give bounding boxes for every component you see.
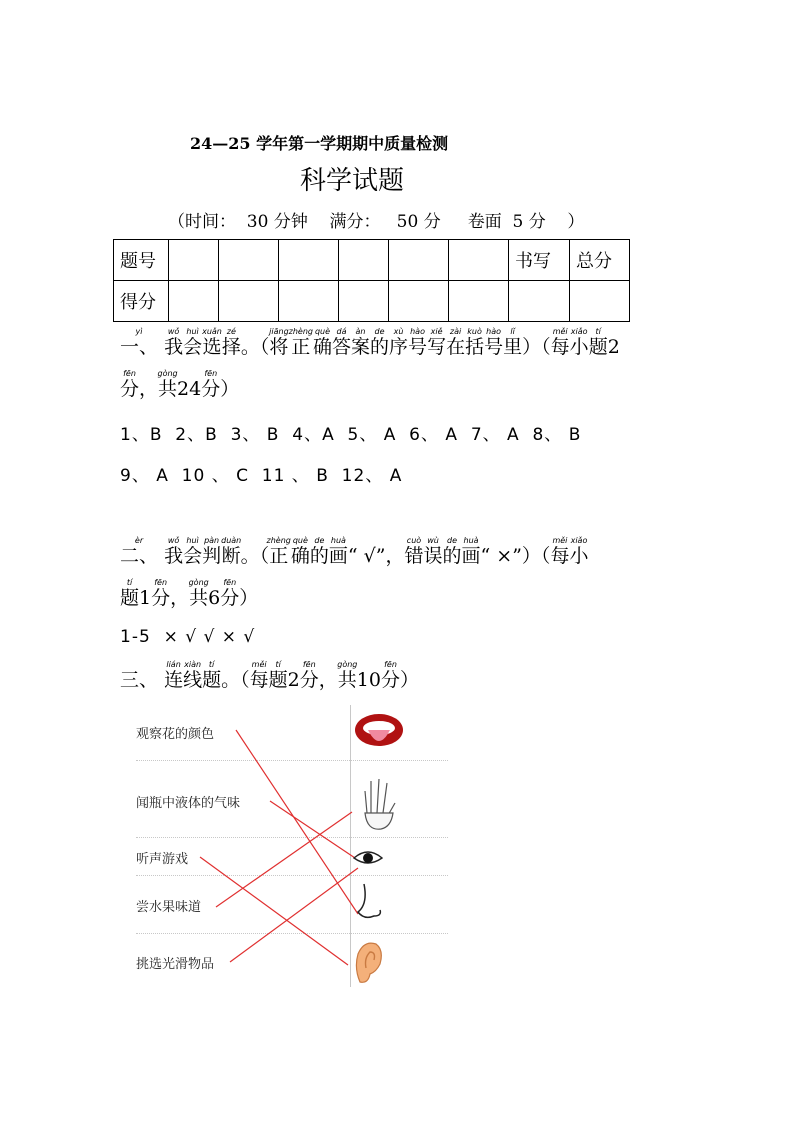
section1-heading-cont: 分fēn，共gòng24分fēn）: [120, 369, 240, 400]
exam-meta: （时间： 30 分钟 满分： 50 分 卷面 5 分 ）: [168, 212, 585, 232]
row1-label: 题号: [114, 240, 169, 281]
score-cell[interactable]: [339, 281, 389, 322]
score-cell[interactable]: [389, 281, 449, 322]
match-left-item: 观察花的颜色: [136, 727, 215, 742]
match-line: [270, 801, 358, 860]
score-cell[interactable]: [219, 281, 279, 322]
answers2: 1-5 × √ √ × √: [120, 627, 256, 647]
score-table-row-question: [114, 240, 630, 281]
score-cell[interactable]: [339, 240, 389, 281]
score-cell[interactable]: [449, 240, 509, 281]
writing-label: 书写: [509, 240, 570, 281]
score-cell[interactable]: [509, 281, 570, 322]
score-cell[interactable]: [389, 240, 449, 281]
total-label: 总分: [570, 240, 630, 281]
match-left-item: 挑选光滑物品: [136, 957, 215, 972]
subject-title: 科学试题: [300, 166, 405, 196]
section2-heading-cont: 题tí1分fēn，共gòng6分fēn）: [120, 578, 259, 609]
mouth-icon: [355, 714, 403, 746]
ear-icon: [356, 943, 381, 982]
match-line: [230, 868, 358, 962]
score-cell[interactable]: [279, 240, 339, 281]
match-left-item: 听声游戏: [136, 852, 189, 867]
match-line: [216, 812, 352, 907]
exam-title: 24—25 学年第一学期期中质量检测: [190, 134, 449, 153]
match-left-item: 闻瓶中液体的气味: [136, 796, 241, 811]
score-cell[interactable]: [449, 281, 509, 322]
answers1-line1: 1、B 2、B 3、 B 4、A 5、 A 6、 A 7、 A 8、 B: [120, 425, 582, 445]
score-cell[interactable]: [169, 240, 219, 281]
answers1-line2: 9、 A 10 、 C 11 、 B 12、 A: [120, 466, 403, 486]
matching-exercise: [120, 700, 460, 990]
match-line: [200, 857, 348, 965]
section-number: 一、yì: [120, 327, 159, 358]
section1-heading: 一、yì 我wǒ会huì选xuǎn择zé。（将jiāng正zhèng确què答dá案àn的de序xù号hào写xiě在zài括kuò号hào里lǐ）（每měi小xiǎo题tí2: [120, 327, 620, 358]
score-cell[interactable]: [169, 281, 219, 322]
matching-lines: [120, 700, 460, 990]
hand-icon: [365, 779, 395, 829]
section2-heading: 二、èr 我wǒ会huì判pàn断duàn。（正zhèng确què的de画huà“ √”，错cuò误wù的de画huà“ ×”）（每měi小xiǎo: [120, 536, 589, 567]
row2-label: 得分: [114, 281, 169, 322]
eye-icon: [354, 852, 382, 863]
score-table: [113, 239, 630, 322]
nose-icon: [358, 884, 380, 917]
score-cell[interactable]: [219, 240, 279, 281]
score-cell[interactable]: [570, 281, 630, 322]
score-table-row-score: [114, 281, 630, 322]
section3-heading: 三、 连lián线xiàn题tí。（每měi题tí2分fēn，共gòng10分fēn）: [120, 660, 420, 691]
match-left-item: 尝水果味道: [136, 900, 202, 915]
score-cell[interactable]: [279, 281, 339, 322]
match-line: [236, 730, 358, 914]
